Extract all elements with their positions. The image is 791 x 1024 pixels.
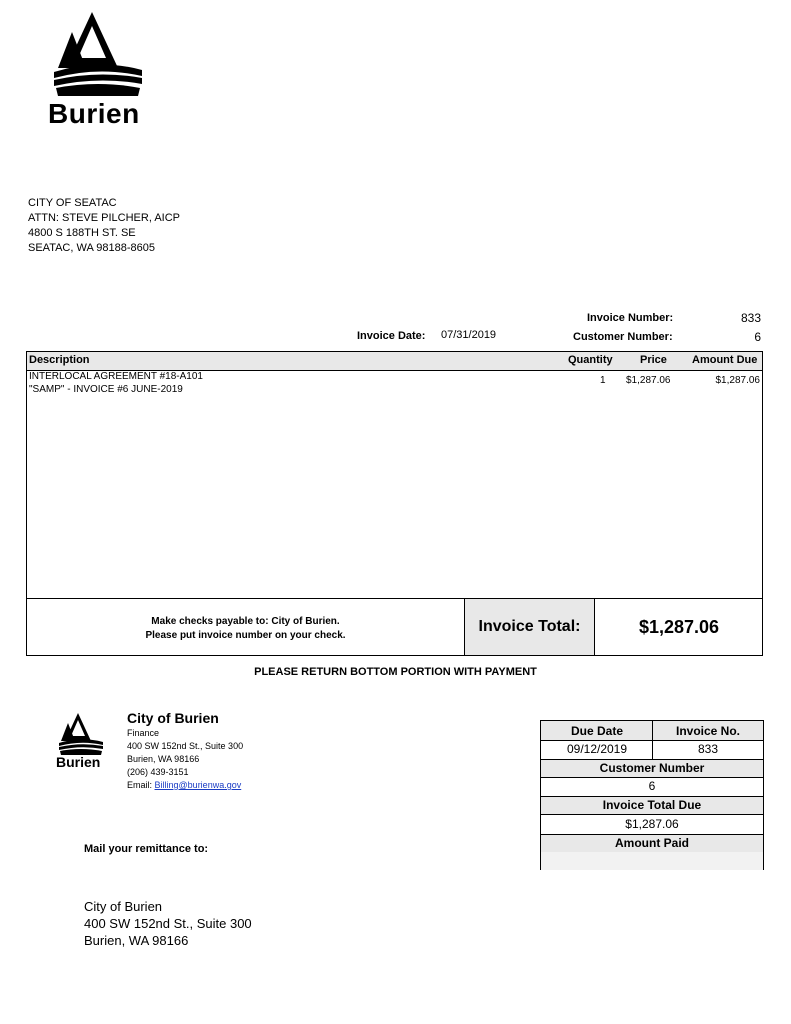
remit-from-city: Burien, WA 98166	[127, 754, 200, 764]
table-header	[27, 352, 762, 371]
description-header: Description	[29, 354, 90, 366]
remittance-table	[540, 720, 764, 870]
amount-paid-label: Amount Paid	[541, 835, 763, 852]
invoice-total-label: Invoice Total:	[478, 618, 581, 635]
item-quantity: 1	[600, 375, 606, 386]
invoice-total-value: $1,287.06	[638, 617, 720, 637]
amount-due-header: Amount Due	[692, 354, 758, 366]
quantity-header: Quantity	[568, 354, 613, 366]
bill-to-line: SEATAC, WA 98188-8605	[28, 242, 155, 254]
divider	[541, 777, 763, 778]
invoice-total-label-box	[464, 599, 595, 655]
bill-to-line: 4800 S 188TH ST. SE	[28, 227, 136, 239]
payment-note	[27, 615, 464, 643]
item-description-line2: "SAMP" - INVOICE #6 JUNE-2019	[29, 384, 183, 395]
remit-from-phone: (206) 439-3151	[127, 767, 189, 777]
mountain-logo-icon	[48, 10, 148, 98]
due-date-label: Due Date	[570, 724, 623, 738]
invoice-date-label: Invoice Date:	[357, 330, 426, 342]
payable-note: Make checks payable to: City of Burien.	[151, 616, 340, 627]
remit-from-email-row	[127, 779, 243, 792]
invoice-no-label: Invoice No.	[675, 724, 740, 738]
due-date-value: 09/12/2019	[566, 742, 628, 756]
remit-from-dept: Finance	[127, 728, 160, 738]
remit-from-name: City of Burien	[127, 710, 219, 726]
mail-to-line1: City of Burien	[84, 899, 163, 914]
invoice-number-value: 833	[740, 311, 761, 325]
mail-to-line2: 400 SW 152nd St., Suite 300	[84, 916, 252, 931]
invoice-number-note: Please put invoice number on your check.	[145, 630, 346, 641]
mail-to-line3: Burien, WA 98166	[84, 933, 189, 948]
line-items-table	[26, 351, 763, 599]
item-amount: $1,287.06	[715, 375, 760, 386]
customer-number-value: 6	[754, 330, 761, 344]
customer-number-value-remit: 6	[648, 779, 656, 793]
return-notice: PLEASE RETURN BOTTOM PORTION WITH PAYMENT	[254, 666, 537, 678]
remit-from-street: 400 SW 152nd St., Suite 300	[127, 741, 244, 751]
invoice-no-value: 833	[697, 742, 719, 756]
bill-to-line: CITY OF SEATAC	[28, 197, 117, 209]
customer-number-label-remit: Customer Number	[541, 760, 763, 777]
burien-logo	[48, 10, 148, 130]
bill-to-address	[28, 196, 180, 256]
bill-to-line: ATTN: STEVE PILCHER, AICP	[28, 212, 180, 224]
mail-remittance-label: Mail your remittance to:	[84, 843, 209, 855]
email-link[interactable]: Billing@burienwa.gov	[154, 780, 242, 790]
logo-wordmark-small: Burien	[56, 754, 101, 770]
remit-from-block	[127, 710, 243, 792]
invoice-footer	[26, 599, 763, 656]
burien-logo-small	[56, 712, 106, 772]
mountain-logo-icon	[56, 712, 106, 756]
amount-paid-field[interactable]	[541, 852, 763, 870]
item-description-line1: INTERLOCAL AGREEMENT #18-A101	[29, 371, 203, 382]
invoice-number-label: Invoice Number:	[587, 312, 674, 324]
invoice-total-due-label: Invoice Total Due	[541, 797, 763, 814]
logo-wordmark: Burien	[48, 98, 140, 129]
invoice-date-value: 07/31/2019	[441, 329, 497, 341]
item-price: $1,287.06	[626, 375, 671, 386]
price-header: Price	[640, 354, 667, 366]
customer-number-label: Customer Number:	[573, 331, 673, 343]
invoice-total-due-value: $1,287.06	[625, 817, 679, 831]
mail-to-address	[84, 898, 252, 949]
divider	[541, 814, 763, 815]
email-label: Email:	[127, 780, 153, 790]
